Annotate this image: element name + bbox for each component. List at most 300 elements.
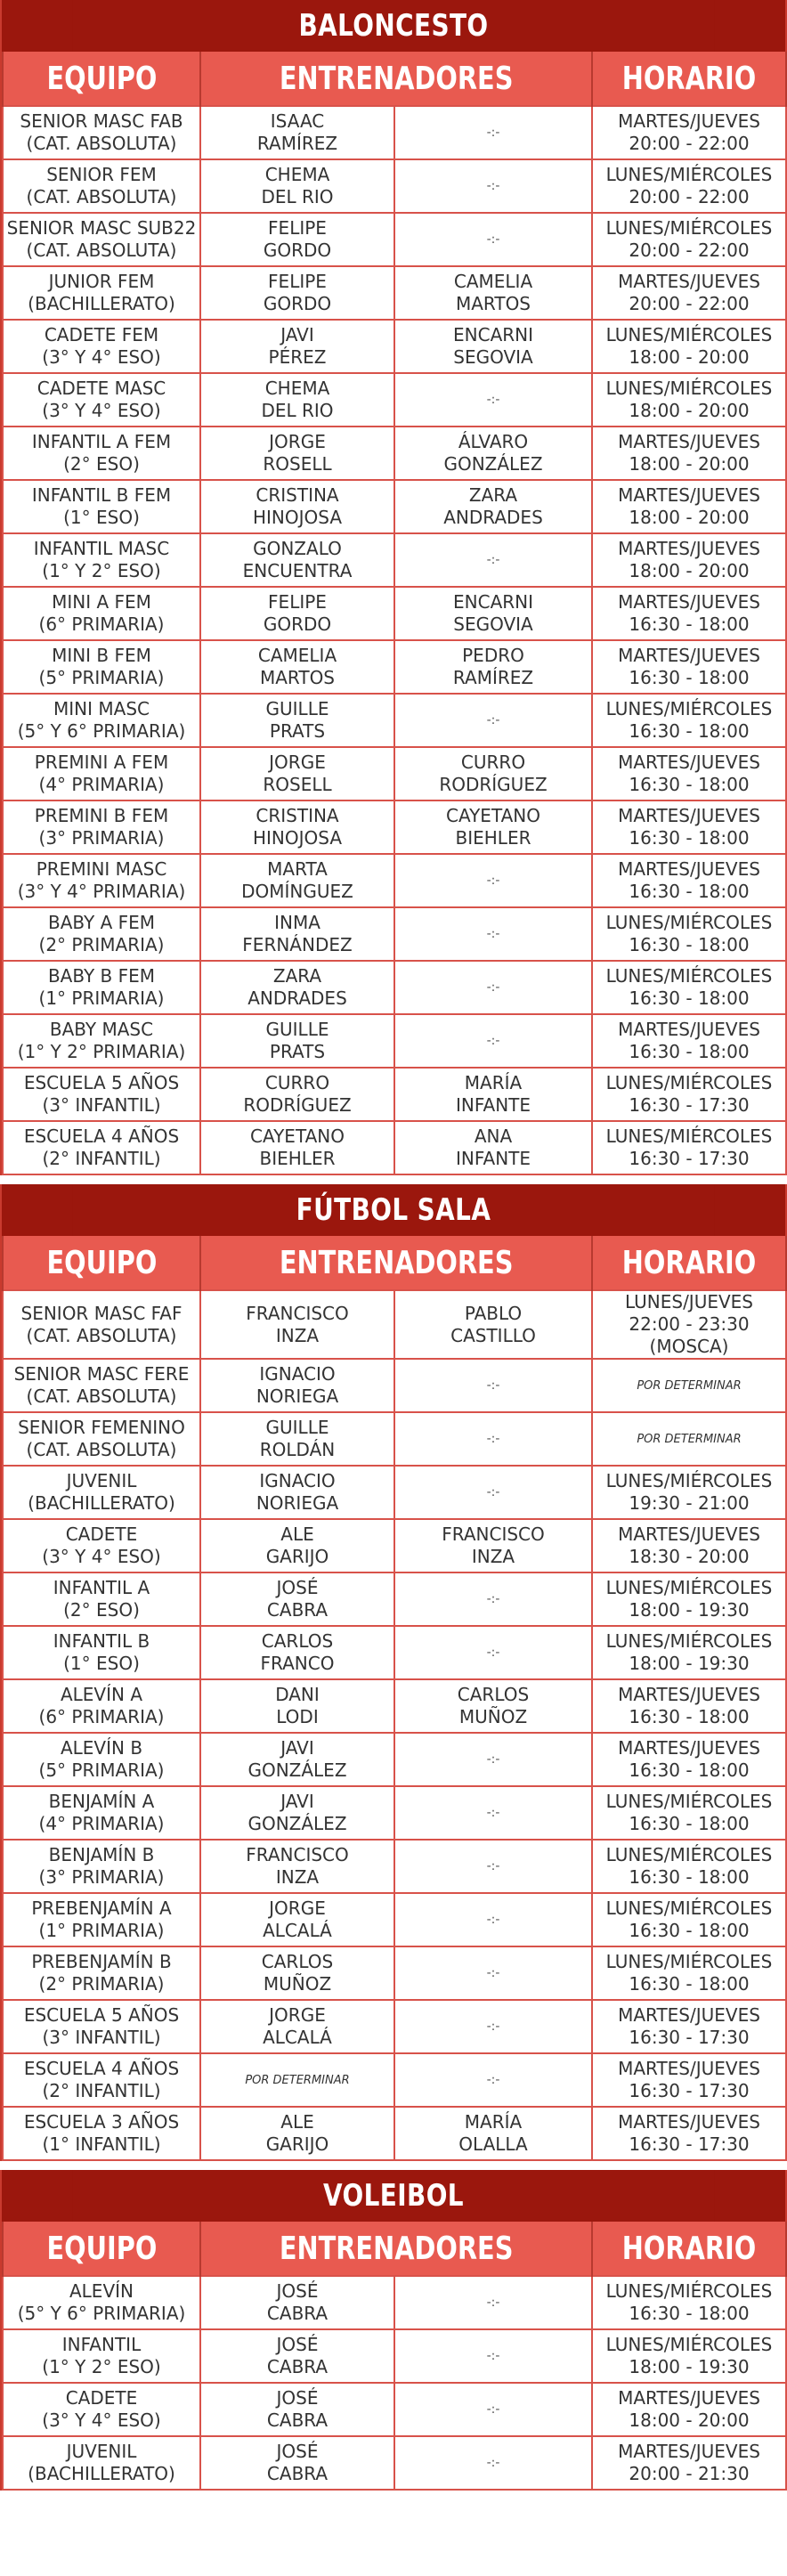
cell-line: -:- (486, 873, 500, 888)
cell-line: CARLOS (261, 1630, 334, 1652)
table-row (3, 1626, 786, 1679)
table-row (3, 587, 786, 640)
cell-line: ESCUELA 3 AÑOS (23, 2111, 180, 2133)
table-row (3, 1679, 786, 1733)
cell-line: 16:30 - 17:30 (629, 2080, 750, 2101)
assistant-coach-cell (394, 1946, 592, 2000)
cell-line: INFANTIL B (53, 1630, 150, 1652)
assistant-coach-cell (394, 1466, 592, 1519)
coach-cell (200, 1786, 394, 1840)
assistant-coach-cell (394, 854, 592, 907)
cell-line: MARTES/JUEVES (618, 858, 760, 880)
cell-line: CADETE MASC (37, 378, 166, 399)
table-row (3, 1572, 786, 1626)
cell-line: CARLOS (261, 1951, 334, 1972)
schedule-cell (592, 587, 786, 640)
cell-line: RAMÍREZ (256, 133, 338, 154)
cell-line: FELIPE (268, 217, 327, 239)
assistant-coach-cell (394, 373, 592, 427)
cell-line: MARÍA (464, 2111, 523, 2133)
cell-line: ANDRADES (443, 507, 543, 528)
cell-line: ENCUENTRA (242, 560, 353, 581)
cell-line: ESCUELA 4 AÑOS (23, 2058, 180, 2079)
team-cell (3, 2276, 200, 2329)
assistant-coach-cell (394, 800, 592, 854)
cell-line: (2° INFANTIL) (42, 1148, 161, 1169)
header-schedule (592, 2222, 786, 2276)
cell-line: SENIOR FEM (46, 164, 157, 185)
coach-cell (200, 587, 394, 640)
assistant-coach-cell (394, 1359, 592, 1412)
cell-line: INFANTIL A FEM (31, 431, 172, 452)
cell-line: GUILLE (265, 698, 329, 719)
cell-line: 18:00 - 20:00 (629, 453, 750, 475)
cell-line: (2° PRIMARIA) (38, 934, 165, 955)
cell-line: INFANTE (455, 1148, 531, 1169)
section-baloncesto (0, 0, 787, 1175)
cell-line: ALEVÍN A (60, 1684, 143, 1705)
cell-line: CURRO (460, 752, 526, 773)
team-cell (3, 1121, 200, 1174)
cell-line: CAYETANO (250, 1125, 345, 1147)
cell-line: SENIOR MASC SUB22 (6, 217, 197, 239)
cell-line: 18:00 - 20:00 (629, 400, 750, 421)
cell-line: LUNES/MIÉRCOLES (605, 1791, 773, 1812)
cell-line: CRISTINA (256, 484, 339, 506)
cell-line: LUNES/JUEVES (624, 1291, 753, 1312)
cell-line: JAVI (280, 1737, 314, 1759)
team-cell (3, 640, 200, 694)
schedule-cell (592, 2000, 786, 2053)
schedule-cell (592, 1679, 786, 1733)
table-row (3, 1014, 786, 1068)
coach-cell (200, 159, 394, 213)
cell-line: (3° Y 4° ESO) (42, 400, 161, 421)
cell-line: CADETE (65, 1524, 138, 1545)
assistant-coach-cell (394, 2000, 592, 2053)
table-row (3, 1946, 786, 2000)
cell-line: RODRÍGUEZ (243, 1094, 352, 1116)
cell-line: (6° PRIMARIA) (38, 614, 165, 635)
cell-line: -:- (486, 1805, 500, 1820)
cell-line: (1° PRIMARIA) (38, 1920, 165, 1941)
cell-line: CHEMA (264, 378, 330, 399)
cell-line: DEL RIO (261, 186, 334, 207)
table-row (3, 1519, 786, 1572)
schedule-table (2, 1236, 787, 2161)
cell-line: 16:30 - 18:00 (629, 987, 750, 1009)
cell-line: MINI B FEM (52, 645, 151, 666)
schedule-cell (592, 1572, 786, 1626)
team-cell (3, 1412, 200, 1466)
cell-line: DANI (275, 1684, 320, 1705)
cell-line: MARTES/JUEVES (618, 2441, 760, 2462)
cell-line: 16:30 - 17:30 (629, 2133, 750, 2155)
cell-line: RAMÍREZ (452, 667, 534, 688)
header-team-label: EQUIPO (46, 60, 157, 97)
header-row (3, 1236, 786, 1290)
table-row (3, 1786, 786, 1840)
cell-line: SENIOR MASC FERE (13, 1363, 190, 1385)
cell-line: GONZÁLEZ (247, 1759, 347, 1781)
cell-line: 16:30 - 17:30 (629, 2027, 750, 2048)
cell-line: LUNES/MIÉRCOLES (605, 1897, 773, 1919)
cell-line: -:- (486, 1377, 500, 1393)
cell-line: (CAT. ABSOLUTA) (26, 240, 177, 261)
assistant-coach-cell (394, 1412, 592, 1466)
cell-line: 16:30 - 18:00 (629, 827, 750, 849)
table-row (3, 1290, 786, 1359)
schedule-cell (592, 106, 786, 159)
team-cell (3, 1014, 200, 1068)
cell-line: GORDO (263, 614, 332, 635)
cell-line: 20:00 - 21:30 (629, 2463, 750, 2484)
table-row (3, 2107, 786, 2160)
coach-cell (200, 2276, 394, 2329)
cell-line: GARIJO (265, 1546, 329, 1567)
schedule-table (2, 2222, 787, 2491)
cell-line: (CAT. ABSOLUTA) (26, 186, 177, 207)
assistant-coach-cell (394, 213, 592, 266)
cell-line: LUNES/MIÉRCOLES (605, 1630, 773, 1652)
cell-line: 18:00 - 19:30 (629, 2356, 750, 2377)
cell-line: CAMELIA (257, 645, 337, 666)
cell-line: 22:00 - 23:30 (MOSCA) (629, 1313, 750, 1357)
cell-line: POR DETERMINAR (245, 2073, 350, 2087)
assistant-coach-cell (394, 1121, 592, 1174)
cell-line: ZARA (272, 965, 322, 987)
cell-line: DEL RIO (261, 400, 334, 421)
cell-line: MUÑOZ (263, 1973, 332, 1995)
coach-cell (200, 2000, 394, 2053)
table-row (3, 1893, 786, 1946)
cell-line: (CAT. ABSOLUTA) (26, 1386, 177, 1407)
cell-line: MARTA (267, 858, 328, 880)
coach-cell (200, 1068, 394, 1121)
schedule-cell (592, 1786, 786, 1840)
assistant-coach-cell (394, 1786, 592, 1840)
team-cell (3, 694, 200, 747)
schedule-cell (592, 2107, 786, 2160)
cell-line: -:- (486, 1645, 500, 1660)
cell-line: NORIEGA (256, 1386, 339, 1407)
team-cell (3, 1946, 200, 2000)
schedule-cell (592, 1733, 786, 1786)
cell-line: IGNACIO (259, 1470, 336, 1491)
cell-line: FRANCISCO (246, 1302, 349, 1324)
cell-line: ENCARNI (453, 591, 533, 613)
cell-line: (5° PRIMARIA) (38, 667, 165, 688)
cell-line: ALCALÁ (263, 1920, 332, 1941)
schedule-cell (592, 320, 786, 373)
team-cell (3, 854, 200, 907)
cell-line: ISAAC (270, 110, 325, 132)
cell-line: -:- (486, 2401, 500, 2417)
cell-line: CHEMA (264, 164, 330, 185)
cell-line: JORGE (269, 752, 326, 773)
header-coaches-label: ENTRENADORES (279, 1244, 514, 1281)
cell-line: (3° Y 4° ESO) (42, 1546, 161, 1567)
schedule-cell (592, 2329, 786, 2383)
cell-line: CABRA (266, 2409, 329, 2431)
assistant-coach-cell (394, 2053, 592, 2107)
cell-line: MARTES/JUEVES (618, 484, 760, 506)
cell-line: (6° PRIMARIA) (38, 1706, 165, 1727)
assistant-coach-cell (394, 1733, 592, 1786)
cell-line: POR DETERMINAR (637, 1378, 742, 1393)
cell-line: ALEVÍN B (60, 1737, 143, 1759)
cell-line: (3° PRIMARIA) (38, 1866, 165, 1888)
schedule-cell (592, 213, 786, 266)
cell-line: JOSÉ (276, 2441, 319, 2462)
cell-line: FRANCISCO (246, 1844, 349, 1865)
cell-line: PREBENJAMÍN B (31, 1951, 172, 1972)
cell-line: BIEHLER (455, 827, 531, 849)
table-row (3, 266, 786, 320)
team-cell (3, 1068, 200, 1121)
assistant-coach-cell (394, 1679, 592, 1733)
assistant-coach-cell (394, 747, 592, 800)
table-row (3, 2276, 786, 2329)
cell-line: JOSÉ (276, 2387, 319, 2409)
coach-cell (200, 480, 394, 533)
table-row (3, 1412, 786, 1466)
coach-cell (200, 747, 394, 800)
cell-line: JUVENIL (66, 2441, 137, 2462)
coach-cell (200, 1519, 394, 1572)
coach-cell (200, 106, 394, 159)
assistant-coach-cell (394, 2329, 592, 2383)
team-cell (3, 1679, 200, 1733)
cell-line: JAVI (280, 1791, 314, 1812)
coach-cell (200, 1946, 394, 2000)
table-row (3, 480, 786, 533)
team-cell (3, 320, 200, 373)
coach-cell (200, 2329, 394, 2383)
table-row (3, 1733, 786, 1786)
schedule-cell (592, 533, 786, 587)
schedule-cell (592, 1290, 786, 1359)
cell-line: -:- (486, 2019, 500, 2034)
coach-cell (200, 2107, 394, 2160)
team-cell (3, 2107, 200, 2160)
cell-line: 16:30 - 18:00 (629, 1706, 750, 1727)
table-row (3, 2329, 786, 2383)
cell-line: 18:30 - 20:00 (629, 1546, 750, 1567)
cell-line: ALEVÍN (69, 2280, 134, 2302)
cell-line: JAVI (280, 324, 314, 345)
schedule-cell (592, 1014, 786, 1068)
cell-line: MARTOS (259, 667, 336, 688)
cell-line: (BACHILLERATO) (28, 2463, 175, 2484)
cell-line: (BACHILLERATO) (28, 1492, 175, 1514)
cell-line: JOSÉ (276, 2334, 319, 2355)
cell-line: INFANTIL A (53, 1577, 150, 1598)
cell-line: BENJAMÍN A (48, 1791, 155, 1812)
cell-line: MARTES/JUEVES (618, 1019, 760, 1040)
cell-line: 16:30 - 18:00 (629, 1759, 750, 1781)
table-row (3, 907, 786, 961)
section-title: FÚTBOL SALA (72, 1184, 715, 1236)
coach-cell (200, 1733, 394, 1786)
cell-line: CADETE FEM (44, 324, 159, 345)
cell-line: INFANTE (455, 1094, 531, 1116)
cell-line: MARTES/JUEVES (618, 591, 760, 613)
cell-line: (1° Y 2° ESO) (42, 560, 161, 581)
coach-cell (200, 2436, 394, 2490)
coach-cell (200, 1290, 394, 1359)
cell-line: -:- (486, 125, 500, 140)
assistant-coach-cell (394, 1572, 592, 1626)
team-cell (3, 2436, 200, 2490)
team-cell (3, 533, 200, 587)
cell-line: -:- (486, 1751, 500, 1767)
cell-line: FELIPE (268, 591, 327, 613)
section-title: BALONCESTO (72, 0, 715, 52)
cell-line: BABY MASC (49, 1019, 154, 1040)
coach-cell (200, 1466, 394, 1519)
schedule-cell (592, 266, 786, 320)
cell-line: CURRO (264, 1072, 330, 1093)
header-team (3, 1236, 200, 1290)
schedule-cell (592, 1519, 786, 1572)
cell-line: (2° PRIMARIA) (38, 1973, 165, 1995)
team-cell (3, 480, 200, 533)
assistant-coach-cell (394, 427, 592, 480)
cell-line: -:- (486, 178, 500, 193)
header-schedule-label: HORARIO (621, 2230, 757, 2267)
table-row (3, 106, 786, 159)
cell-line: 16:30 - 18:00 (629, 1973, 750, 1995)
team-cell (3, 1359, 200, 1412)
header-coaches-label: ENTRENADORES (279, 2230, 514, 2267)
assistant-coach-cell (394, 480, 592, 533)
assistant-coach-cell (394, 961, 592, 1014)
cell-line: 18:00 - 20:00 (629, 560, 750, 581)
cell-line: ENCARNI (453, 324, 533, 345)
cell-line: (BACHILLERATO) (28, 293, 175, 314)
cell-line: -:- (486, 1484, 500, 1499)
coach-cell (200, 427, 394, 480)
header-coaches (200, 1236, 592, 1290)
cell-line: MARTES/JUEVES (618, 645, 760, 666)
assistant-coach-cell (394, 640, 592, 694)
cell-line: -:- (486, 2455, 500, 2470)
table-row (3, 2053, 786, 2107)
cell-line: SENIOR MASC FAF (20, 1302, 183, 1324)
assistant-coach-cell (394, 1893, 592, 1946)
schedule-cell (592, 800, 786, 854)
cell-line: INFANTIL MASC (33, 538, 170, 559)
cell-line: JUVENIL (66, 1470, 137, 1491)
cell-line: (CAT. ABSOLUTA) (26, 1439, 177, 1460)
assistant-coach-cell (394, 2436, 592, 2490)
header-team-label: EQUIPO (46, 1244, 157, 1281)
table-row (3, 427, 786, 480)
section-title-bar (2, 2170, 785, 2222)
section-title-bar (2, 1184, 785, 1236)
cell-line: CABRA (266, 2463, 329, 2484)
coach-cell (200, 266, 394, 320)
header-coaches (200, 52, 592, 106)
table-row (3, 800, 786, 854)
cell-line: JORGE (269, 431, 326, 452)
table-row (3, 320, 786, 373)
table-row (3, 2436, 786, 2490)
table-row (3, 373, 786, 427)
coach-cell (200, 533, 394, 587)
cell-line: BIEHLER (259, 1148, 336, 1169)
cell-line: INZA (275, 1866, 320, 1888)
cell-line: -:- (486, 1033, 500, 1048)
header-row (3, 2222, 786, 2276)
team-cell (3, 1786, 200, 1840)
assistant-coach-cell (394, 2276, 592, 2329)
cell-line: LUNES/MIÉRCOLES (605, 1072, 773, 1093)
cell-line: INFANTIL B FEM (31, 484, 172, 506)
cell-line: SENIOR MASC FAB (20, 110, 183, 132)
table-row (3, 1121, 786, 1174)
cell-line: ANA (474, 1125, 513, 1147)
cell-line: FELIPE (268, 271, 327, 292)
assistant-coach-cell (394, 2107, 592, 2160)
cell-line: ALE (280, 2111, 314, 2133)
cell-line: FERNÁNDEZ (242, 934, 353, 955)
cell-line: 16:30 - 18:00 (629, 2303, 750, 2324)
table-row (3, 2000, 786, 2053)
cell-line: ROSELL (263, 774, 332, 795)
cell-line: LUNES/MIÉRCOLES (605, 1577, 773, 1598)
cell-line: FRANCISCO (442, 1524, 545, 1545)
coach-cell (200, 800, 394, 854)
cell-line: LUNES/MIÉRCOLES (605, 1125, 773, 1147)
table-row (3, 533, 786, 587)
cell-line: -:- (486, 2072, 500, 2087)
header-schedule (592, 52, 786, 106)
cell-line: INZA (275, 1324, 320, 1346)
cell-line: (3° Y 4° ESO) (42, 346, 161, 368)
coach-cell (200, 2383, 394, 2436)
cell-line: -:- (486, 979, 500, 995)
coach-cell (200, 1626, 394, 1679)
table-row (3, 1840, 786, 1893)
cell-line: 19:30 - 21:00 (629, 1492, 750, 1514)
cell-line: 16:30 - 18:00 (629, 881, 750, 902)
cell-line: INMA (274, 912, 320, 933)
cell-line: HINOJOSA (252, 507, 343, 528)
cell-line: MARTES/JUEVES (618, 2004, 760, 2026)
cell-line: JORGE (269, 2004, 326, 2026)
cell-line: CAMELIA (453, 271, 533, 292)
assistant-coach-cell (394, 587, 592, 640)
cell-line: (1° Y 2° PRIMARIA) (17, 1041, 186, 1062)
cell-line: MARTES/JUEVES (618, 1737, 760, 1759)
cell-line: NORIEGA (256, 1492, 339, 1514)
cell-line: MARTES/JUEVES (618, 2387, 760, 2409)
coach-cell (200, 1679, 394, 1733)
cell-line: (5° Y 6° PRIMARIA) (17, 720, 186, 742)
team-cell (3, 1290, 200, 1359)
section-title-bar (2, 0, 785, 52)
assistant-coach-cell (394, 1519, 592, 1572)
coach-cell (200, 1572, 394, 1626)
schedule-cell (592, 2436, 786, 2490)
cell-line: 16:30 - 18:00 (629, 1866, 750, 1888)
cell-line: ESCUELA 4 AÑOS (23, 1125, 180, 1147)
team-cell (3, 106, 200, 159)
cell-line: -:- (486, 392, 500, 407)
team-cell (3, 800, 200, 854)
